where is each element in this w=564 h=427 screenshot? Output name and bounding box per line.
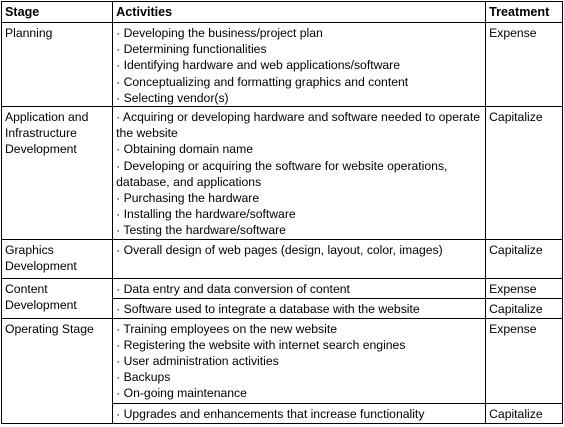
treatment-cell	[486, 403, 563, 423]
treatment-cell	[486, 278, 563, 298]
activities-cell	[113, 107, 486, 240]
activity-item: · Registering the website with internet search engines	[116, 337, 406, 352]
stage-header: Stage	[2, 2, 113, 23]
activity-item: · Identifying hardware and web applications/software	[116, 58, 401, 73]
activity-item: · Upgrades and enhancements that increase functionality	[116, 406, 425, 421]
activities-cell	[113, 278, 486, 298]
treatment-label: Capitalize	[489, 110, 543, 125]
cost-treatment-table	[1, 1, 563, 424]
activity-item: · Acquiring or developing hardware and software needed to operate the website	[116, 110, 480, 141]
activity-item: · Testing the hardware/software	[116, 223, 286, 238]
stage-label: Planning	[5, 26, 53, 40]
treatment-label: Capitalize	[489, 406, 543, 421]
table-row	[2, 278, 563, 298]
treatment-label: Expense	[489, 321, 537, 336]
table-row	[2, 23, 563, 107]
activities-cell	[113, 403, 486, 423]
activities-cell	[113, 318, 486, 403]
activity-item: · Overall design of web pages (design, layout, color, images)	[116, 242, 443, 257]
activities-cell	[113, 298, 486, 318]
activity-item: · Installing the hardware/software	[116, 207, 296, 222]
stage-label: Application and Infrastructure Development	[5, 110, 89, 157]
treatment-cell	[486, 23, 563, 107]
treatment-label: Capitalize	[489, 301, 543, 316]
treatment-label: Expense	[489, 281, 537, 296]
activity-item: · Developing or acquiring the software for website operations, database, and applications	[116, 158, 448, 189]
activity-item: · Obtaining domain name	[116, 142, 254, 157]
activity-item: · Software used to integrate a database with the website	[116, 301, 420, 316]
stage-cell	[2, 278, 113, 318]
treatment-cell	[486, 318, 563, 403]
activity-item: · Data entry and data conversion of content	[116, 281, 350, 296]
treatment-cell	[486, 107, 563, 240]
activities-cell	[113, 23, 486, 107]
treatment-cell	[486, 298, 563, 318]
table-row	[2, 318, 563, 403]
activity-item: · Selecting vendor(s)	[116, 90, 229, 105]
activity-item: · Conceptualizing and formatting graphics and content	[116, 74, 409, 89]
activity-item: · Purchasing the hardware	[116, 191, 260, 206]
stage-label: Graphics Development	[5, 242, 77, 273]
activity-item: · On-going maintenance	[116, 386, 247, 401]
activity-item: · Developing the business/project plan	[116, 26, 323, 40]
treatment-label: Expense	[489, 26, 537, 40]
treatment-label: Capitalize	[489, 242, 543, 257]
stage-label: Operating Stage	[5, 321, 94, 336]
table-row	[2, 107, 563, 240]
stage-cell	[2, 318, 113, 423]
stage-cell	[2, 239, 113, 278]
treatment-header: Treatment	[486, 2, 563, 23]
activity-item: · User administration activities	[116, 354, 279, 369]
stage-cell	[2, 107, 113, 240]
activities-header: Activities	[113, 2, 486, 23]
activity-item: · Backups	[116, 370, 171, 385]
activity-item: · Determining functionalities	[116, 42, 267, 57]
stage-label: Content Development	[5, 281, 77, 312]
treatment-cell	[486, 239, 563, 278]
stage-cell	[2, 23, 113, 107]
header-row	[2, 2, 563, 23]
activities-cell	[113, 239, 486, 278]
table-row	[2, 239, 563, 278]
activity-item: · Training employees on the new website	[116, 321, 338, 336]
